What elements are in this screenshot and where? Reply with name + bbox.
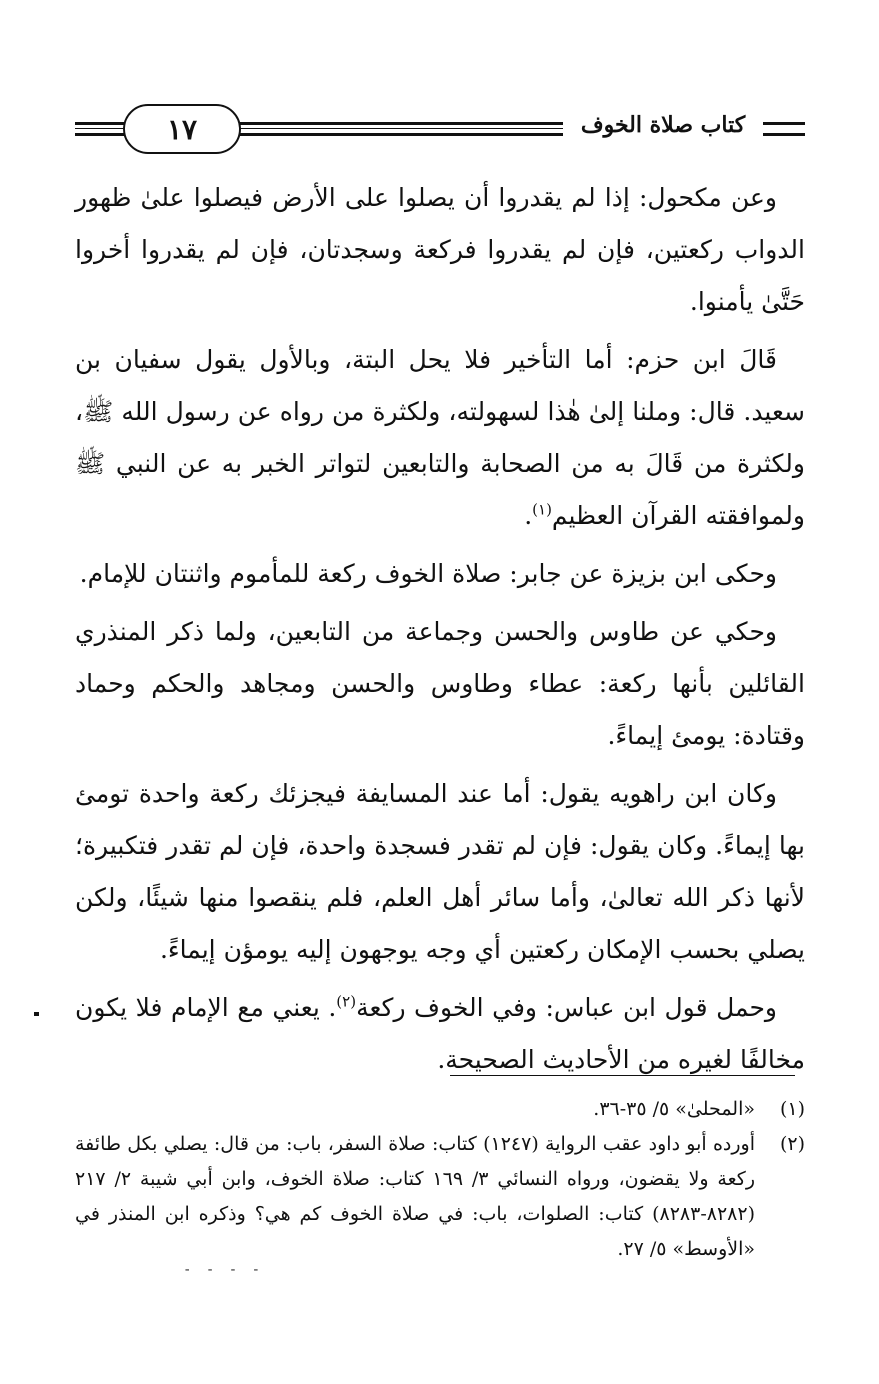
paragraph: وحكى ابن بزيزة عن جابر: صلاة الخوف ركعة للمأموم واثنتان للإمام. [79, 559, 777, 588]
footnote-number: (١) [779, 1098, 805, 1120]
main-text [75, 172, 805, 1092]
header-rule-right [763, 122, 805, 136]
footnote [75, 1127, 805, 1267]
paragraph-end: . [524, 501, 533, 530]
paragraph: وعن مكحول: إذا لم يقدروا أن يصلوا على الأرض فيصلوا علىٰ ظهور الدواب ركعتين، فإن لم يقدروا فركعة وسجدتان، فإن لم يقدروا أخروا حَتَّىٰ يأمنوا. [75, 183, 805, 316]
footnote-ref-2: (٢) [336, 992, 357, 1011]
page-header [75, 100, 805, 160]
paragraph-text: . يعني مع الإمام فلا يكون مخالفًا لغيره من الأحاديث الصحيحة. [75, 993, 805, 1074]
paragraph: وكان ابن راهويه يقول: أما عند المسايفة فيجزئك ركعة واحدة تومئ بها إيماءً. وكان يقول: فإن لم تقدر فسجدة واحدة، فإن لم تقدر فتكبيرة؛ لأنها ذكر الله تعالىٰ، وأما سائر أهل العلم، فلم ينقصوا منها شيئًا، ولكن يصلي بحسب الإمكان ركعتين أي وجه يوجهون إليه يومؤن إيماءً. [75, 779, 805, 964]
paragraph [75, 334, 805, 542]
footnote-number: (٢) [779, 1133, 805, 1155]
paragraph: وحكي عن طاوس والحسن وجماعة من التابعين، ولما ذكر المنذري القائلين بأنها ركعة: عطاء وطاوس والحسن ومجاهد والحكم وحماد وقتادة: يومئ إيماءً. [75, 617, 805, 750]
footnotes [75, 1092, 805, 1267]
paragraph-text: قَالَ ابن حزم: أما التأخير فلا يحل البتة، وبالأول يقول سفيان بن سعيد. قال: وملنا إلىٰ هٰذا لسهولته، ولكثرة من رواه عن رسول الله ﷺ، ولكثرة من قَالَ به من الصحابة والتابعين لتواتر الخبر به عن النبي ﷺ ولموافقته القرآن العظيم [75, 345, 805, 530]
header-rule-middle [239, 122, 563, 136]
footnote [75, 1092, 805, 1127]
paragraph-text: وحمل قول ابن عباس: وفي الخوف ركعة [356, 993, 777, 1022]
page-number: ١٧ [166, 112, 198, 146]
page-number-badge [123, 104, 241, 154]
dash-marks: - - - - [183, 1262, 264, 1278]
stray-mark [34, 1012, 39, 1016]
footnote-text: أورده أبو داود عقب الرواية (١٢٤٧) كتاب: صلاة السفر، باب: من قال: يصلي بكل طائفة ركعة ولا يقضون، ورواه النسائي ٣/ ١٦٩ كتاب: صلاة الخوف، وابن أبي شيبة ٢/ ٢١٧ (٨٢٨٢-٨٢٨٣) كتاب: الصلوات، باب: في صلاة الخوف كم هي؟ وذكره ابن المنذر في «الأوسط» ٥/ ٢٧. [75, 1133, 755, 1260]
footnote-text: «المحلىٰ» ٥/ ٣٥-٣٦. [593, 1098, 755, 1120]
footnote-ref-1: (١) [532, 500, 552, 519]
footnote-separator [450, 1075, 795, 1076]
header-rule-left [75, 122, 125, 136]
running-title: كتاب صلاة الخوف [580, 112, 746, 138]
paragraph [75, 982, 805, 1086]
